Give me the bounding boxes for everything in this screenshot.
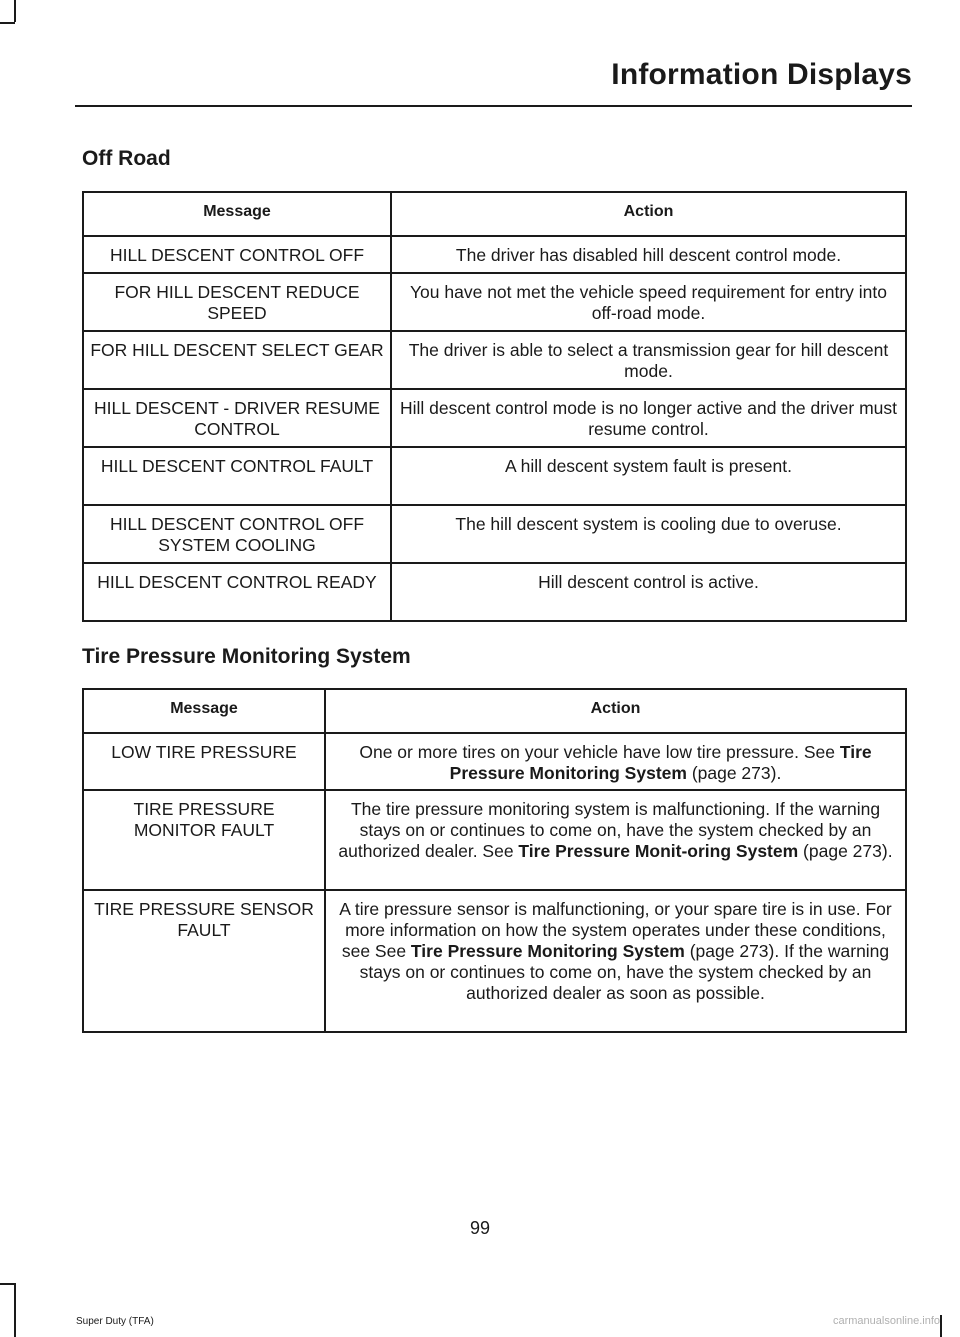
tpms-table: [82, 688, 907, 1033]
page-reference-link[interactable]: Tire Pressure Monit-oring System: [518, 841, 799, 861]
page-reference-link[interactable]: Tire Pressure Monitoring System: [449, 742, 872, 783]
chapter-title: Information Displays: [611, 58, 912, 91]
action-cell: Hill descent control mode is no longer active and the driver must resume control.: [391, 389, 906, 447]
action-text: One or more tires on your vehicle have low tire pressure. See: [359, 742, 840, 762]
table-row: [83, 563, 906, 621]
off-road-table: [82, 191, 907, 622]
action-cell: You have not met the vehicle speed requirement for entry into off-road mode.: [391, 273, 906, 331]
table-row: [83, 790, 906, 890]
message-cell: HILL DESCENT CONTROL FAULT: [83, 447, 391, 505]
message-cell: HILL DESCENT - DRIVER RESUME CONTROL: [83, 389, 391, 447]
table-header-row: [83, 192, 906, 236]
message-cell: TIRE PRESSURE SENSOR FAULT: [83, 890, 325, 1032]
message-cell: FOR HILL DESCENT SELECT GEAR: [83, 331, 391, 389]
action-text: A tire pressure sensor is malfunctioning, or your spare tire is in use. For more information on how the system operates under these conditions, see See: [339, 899, 892, 961]
message-column-header: Message: [83, 689, 325, 733]
table-row: [83, 733, 906, 790]
off-road-section-title: Off Road: [82, 147, 171, 170]
action-cell: [325, 890, 906, 1032]
action-text: (page 273).: [686, 763, 782, 783]
header-rule: [75, 105, 912, 107]
action-cell: The driver is able to select a transmission gear for hill descent mode.: [391, 331, 906, 389]
message-column-header: Message: [83, 192, 391, 236]
tpms-section-title: Tire Pressure Monitoring System: [82, 645, 411, 668]
edition-label: Super Duty (TFA): [76, 1316, 154, 1327]
message-cell: HILL DESCENT CONTROL READY: [83, 563, 391, 621]
action-cell: A hill descent system fault is present.: [391, 447, 906, 505]
action-text: The tire pressure monitoring system is malfunctioning. If the warning stays on or continues to come on, have the system checked by an authorized dealer. See: [338, 799, 881, 861]
action-text: (page 273). If the warning stays on or continues to come on, have the system checked by an authorized dealer as soon as possible.: [359, 941, 890, 1003]
table-row: [83, 273, 906, 331]
action-cell: The driver has disabled hill descent control mode.: [391, 236, 906, 273]
watermark: carmanualsonline.info: [832, 1315, 940, 1327]
message-cell: LOW TIRE PRESSURE: [83, 733, 325, 790]
action-text: (page 273).: [798, 841, 893, 861]
table-row: [83, 447, 906, 505]
action-cell: Hill descent control is active.: [391, 563, 906, 621]
action-cell: [325, 790, 906, 890]
action-cell: The hill descent system is cooling due to overuse.: [391, 505, 906, 563]
table-row: [83, 890, 906, 1032]
crop-mark: [14, 0, 16, 22]
table-row: [83, 331, 906, 389]
table-header-row: [83, 689, 906, 733]
page-number: 99: [469, 1218, 491, 1238]
crop-mark: [14, 1283, 16, 1337]
crop-mark: [0, 1283, 15, 1285]
message-cell: HILL DESCENT CONTROL OFF: [83, 236, 391, 273]
message-cell: FOR HILL DESCENT REDUCE SPEED: [83, 273, 391, 331]
page-reference-link[interactable]: Tire Pressure Monitoring System: [410, 941, 685, 961]
message-cell: TIRE PRESSURE MONITOR FAULT: [83, 790, 325, 890]
crop-mark: [940, 1315, 942, 1337]
crop-mark: [0, 22, 15, 24]
message-cell: HILL DESCENT CONTROL OFF SYSTEM COOLING: [83, 505, 391, 563]
action-column-header: Action: [391, 192, 906, 236]
table-row: [83, 505, 906, 563]
table-row: [83, 236, 906, 273]
action-column-header: Action: [325, 689, 906, 733]
table-row: [83, 389, 906, 447]
action-cell: [325, 733, 906, 790]
